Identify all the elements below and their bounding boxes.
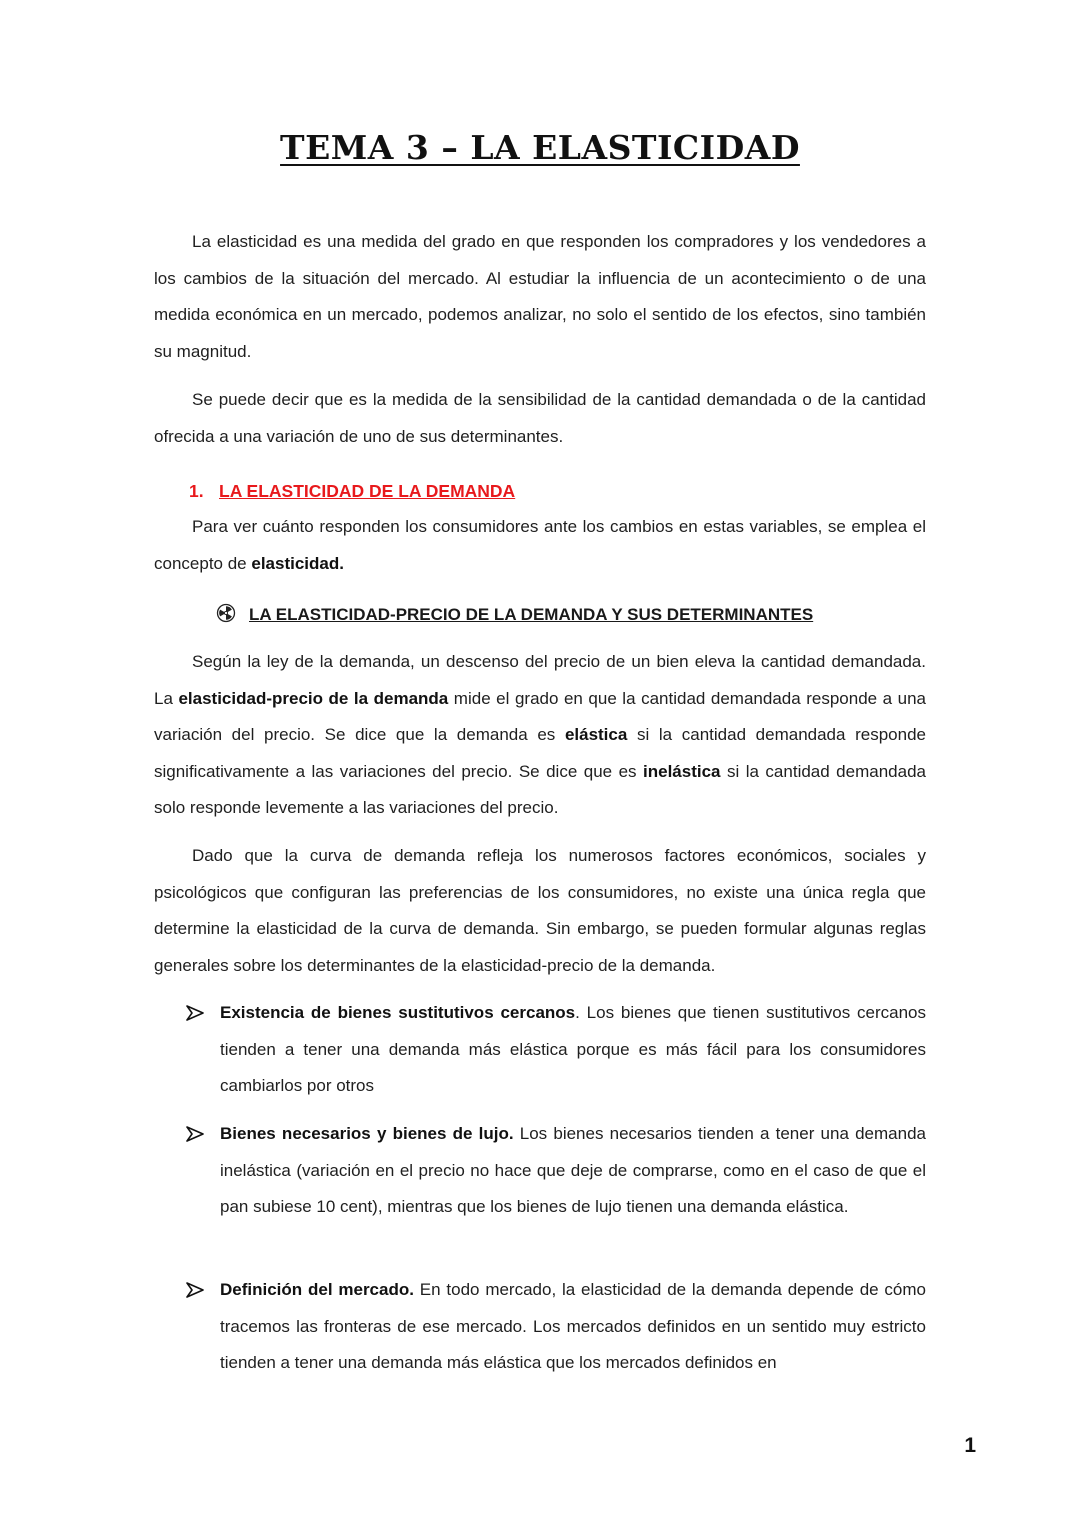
intro-paragraph-1: La elasticidad es una medida del grado en que responden los compradores y los vendedores a los cambios de la situación del mercado. Al estudiar la influencia de un acontecimiento o de una medida económica en un mercado, podemos analizar, no solo el sentido de los efectos, sino también su magnitud. [154, 232, 926, 361]
page-number: 1 [964, 1434, 976, 1457]
list-item [186, 1272, 926, 1382]
subsection-title: LA ELASTICIDAD-PRECIO DE LA DEMANDA Y SUS DETERMINANTES [249, 605, 814, 624]
text-run: mide el grado en que la cantidad demandada responde a una variación del precio. Se dice que la demanda es [154, 688, 926, 744]
section-paragraph-text: Para ver cuánto responden los consumidores ante los cambios en estas variables, se emplea el concepto de [154, 517, 926, 573]
arrow-bullet-icon [186, 1126, 204, 1142]
section-number: 1. [189, 481, 204, 501]
section-heading [189, 476, 515, 506]
list-item-body: En todo mercado, la elasticidad de la demanda depende de cómo tracemos las fronteras de ese mercado. Los mercados definidos en un sentido muy estricto tienden a tener una demanda más elástica que los mercados definidos en [220, 1280, 927, 1372]
arrow-bullet-icon [186, 1005, 204, 1021]
radiation-symbol-icon [216, 603, 236, 623]
text-run: Según la ley de la demanda, un descenso del precio de un bien eleva la cantidad demandada. La [154, 652, 926, 708]
list-item [186, 995, 926, 1105]
section-paragraph-bold: elasticidad. [251, 553, 344, 573]
page-title: TEMA 3 – LA ELASTICIDAD [280, 128, 800, 167]
text-run: si la cantidad demandada responde significativamente a las variaciones del precio. Se dice que es [154, 725, 926, 781]
text-run: si la cantidad demandada solo responde levemente a las variaciones del precio. [154, 761, 926, 817]
bold-term: elasticidad-precio de la demanda [178, 688, 449, 708]
bold-term: elástica [564, 725, 628, 744]
section-title: LA ELASTICIDAD DE LA DEMANDA [219, 481, 516, 501]
intro-paragraph-2: Se puede decir que es la medida de la sensibilidad de la cantidad demandada o de la cantidad ofrecida a una variación de uno de sus determinantes. [154, 390, 926, 446]
subsection-heading [216, 600, 813, 630]
list-item-text [220, 1116, 926, 1226]
list-item-bold: Definición del mercado. [220, 1280, 414, 1299]
arrow-bullet-icon [186, 1282, 204, 1298]
list-item-body: Los bienes necesarios tienden a tener una demanda inelástica (variación en el precio no hace que deje de comprarse, como en el caso de que el pan subiese 10 cent), mientras que los bienes de lujo tienen una demanda elástica. [220, 1124, 926, 1216]
list-item-bold: Bienes necesarios y bienes de lujo. [220, 1124, 514, 1143]
list-item-text [220, 995, 926, 1105]
section-paragraph [154, 509, 926, 582]
list-item [186, 1116, 926, 1226]
subsection-paragraph-1 [154, 644, 926, 827]
bold-term: inelástica [643, 761, 721, 781]
list-item-text [220, 1272, 926, 1382]
list-item-bold: Existencia de bienes sustitutivos cercanos [220, 1003, 576, 1022]
subsection-paragraph-2: Dado que la curva de demanda refleja los numerosos factores económicos, sociales y psicológicos que configuran las preferencias de los consumidores, no existe una única regla que determine la elasticidad de la curva de demanda. Sin embargo, se pueden formular algunas reglas generales sobre los determinantes de la elasticidad-precio de la demanda. [154, 846, 926, 975]
list-item-body: . Los bienes que tienen sustitutivos cercanos tienden a tener una demanda más elástica porque es más fácil para los consumidores cambiarlos por otros [220, 1003, 926, 1095]
